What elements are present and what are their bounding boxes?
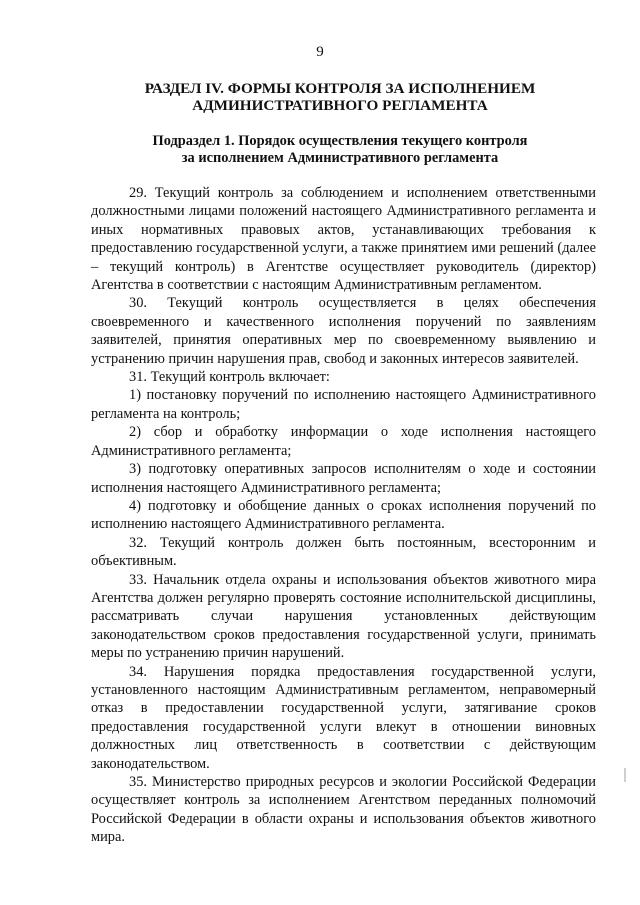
paragraph-34: 34. Нарушения порядка предоставления государственной услуги, установленного настоящим Административным регламентом, неправомерный отказ в предоставлении государственной услуги, затягивание сроков предоставления государственной услуги влекут в отношении виновных должностных лиц ответственность в соответствии с действующим законодательством. bbox=[91, 663, 596, 772]
paragraph-29: 29. Текущий контроль за соблюдением и исполнением ответственными должностными лицами положений настоящего Административного регламента и иных нормативных правовых актов, устанавливающих требования к предоставлению государственной услуги, а также принятием ими решений (далее – текущий контроль) в Агентстве осуществляет руководитель (директор) Агентства в соответствии с настоящим Административным регламентом. bbox=[91, 185, 596, 294]
section-title bbox=[80, 80, 600, 114]
list-item-1: 1) постановку поручений по исполнению настоящего Административного регламента на контроль; bbox=[91, 387, 596, 422]
page-number: 9 bbox=[316, 44, 324, 60]
subsection-title-line-2: за исполнением Административного регламента bbox=[181, 150, 499, 166]
section-title-line-2: АДМИНИСТРАТИВНОГО РЕГЛАМЕНТА bbox=[192, 97, 488, 114]
paragraph-31: 31. Текущий контроль включает: bbox=[129, 369, 330, 386]
list-item-3: 3) подготовку оперативных запросов исполнителям о ходе и состоянии исполнения настоящего Административного регламента; bbox=[91, 461, 596, 496]
paragraph-35: 35. Министерство природных ресурсов и экологии Российской Федерации осуществляет контроль за исполнением Агентством переданных полномочий Российской Федерации в области охраны и использования объектов животного мира. bbox=[91, 774, 596, 846]
section-title-line-1: РАЗДЕЛ IV. ФОРМЫ КОНТРОЛЯ ЗА ИСПОЛНЕНИЕМ bbox=[144, 80, 536, 97]
paragraph-30: 30. Текущий контроль осуществляется в целях обеспечения своевременного и качественного исполнения поручений по заявлениям заявителей, принятия оперативных мер по своевременному выявлению и устранению причин нарушения прав, свобод и законных интересов заявителей. bbox=[91, 295, 596, 367]
subsection-title bbox=[80, 133, 600, 167]
paragraph-32: 32. Текущий контроль должен быть постоянным, всесторонним и объективным. bbox=[91, 534, 596, 570]
scan-artifact-mark bbox=[624, 768, 626, 782]
list-item-4: 4) подготовку и обобщение данных о сроках исполнения поручений по исполнению настоящего Административного регламента. bbox=[91, 497, 596, 533]
list-item-2: 2) сбор и обработку информации о ходе исполнения настоящего Административного регламента; bbox=[91, 424, 596, 459]
document-body bbox=[91, 184, 596, 847]
subsection-title-line-1: Подраздел 1. Порядок осуществления текущего контроля bbox=[152, 133, 528, 149]
paragraph-33: 33. Начальник отдела охраны и использования объектов животного мира Агентства должен регулярно проверять состояние исполнительской дисциплины, рассматривать случаи нарушения установленных действующим законодательством сроков предоставления государственной услуги, принимать меры по устранению причин нарушений. bbox=[91, 571, 596, 662]
